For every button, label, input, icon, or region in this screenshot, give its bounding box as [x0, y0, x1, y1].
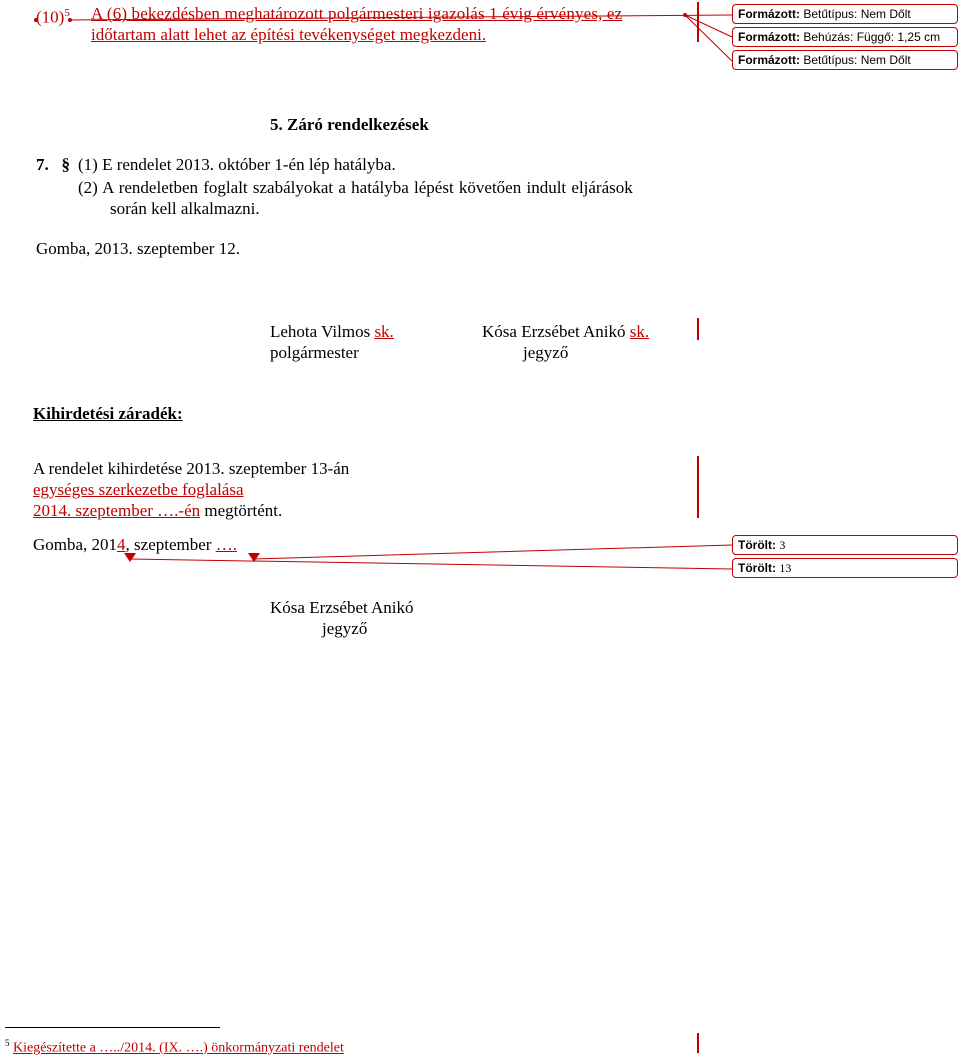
footnote-ref: 5 — [64, 7, 70, 19]
balloon-value: Behúzás: Függő: 1,25 cm — [803, 30, 941, 44]
footnote-number: 5 — [5, 1038, 10, 1048]
date-text: Gomba, 201 — [33, 535, 118, 554]
section-symbol: § — [61, 155, 70, 174]
deletion-balloon[interactable] — [732, 535, 958, 555]
subsection-2-line1: (2) A rendeletben foglalt szabályokat a hatályba lépést követően indult eljárások — [78, 178, 633, 197]
paragraph-10 — [36, 3, 70, 28]
promulgation-notary-title: jegyző — [322, 619, 368, 638]
balloon-label: Törölt: — [738, 538, 776, 552]
balloon-label: Törölt: — [738, 561, 776, 575]
mayor-sk: sk. — [374, 322, 394, 341]
paragraph-10-line1: A (6) bekezdésben meghatározott polgármesteri igazolás 1 évig érvényes, ez — [91, 4, 623, 23]
balloon-label: Formázott: — [738, 7, 800, 21]
promulgation-date-inserted: 2014. szeptember ….-én — [33, 501, 201, 520]
subsection-1: (1) E rendelet 2013. október 1-én lép hatályba. — [78, 155, 396, 174]
promulgation-line2: egységes szerkezetbe foglalása — [33, 480, 244, 499]
date-text-2: , szeptember — [125, 535, 216, 554]
notary-name: Kósa Erzsébet Anikó — [482, 322, 630, 341]
format-balloon[interactable] — [732, 27, 958, 47]
notary-signature — [482, 321, 649, 342]
format-balloon[interactable] — [732, 4, 958, 24]
balloon-label: Formázott: — [738, 30, 800, 44]
paragraph-7-number — [36, 154, 70, 175]
footnote — [5, 1034, 344, 1058]
notary-sk: sk. — [629, 322, 650, 341]
promulgation-line1: A rendelet kihirdetése 2013. szeptember 13-án — [33, 459, 350, 478]
notary-title: jegyző — [523, 343, 569, 362]
balloon-value: Betűtípus: Nem Dőlt — [803, 53, 911, 67]
section-heading: 5. Záró rendelkezések — [270, 115, 429, 134]
promulgation-done: megtörtént. — [200, 501, 283, 520]
deletion-balloon[interactable] — [732, 558, 958, 578]
balloon-value: 3 — [779, 538, 786, 552]
balloon-value: Betűtípus: Nem Dőlt — [803, 7, 911, 21]
balloon-value: 13 — [779, 561, 792, 575]
balloon-label: Formázott: — [738, 53, 800, 67]
place-date: Gomba, 2013. szeptember 12. — [36, 239, 240, 258]
format-balloon[interactable] — [732, 50, 958, 70]
promulgation-place-date — [33, 534, 237, 555]
promulgation-heading: Kihirdetési záradék: — [33, 404, 183, 423]
footnote-text: Kiegészítette a …../2014. (IX. ….) önkormányzati rendelet — [13, 1040, 344, 1056]
section-number: 7. — [36, 155, 49, 174]
paragraph-number: (10) — [36, 7, 65, 27]
footnote-separator — [5, 1027, 220, 1028]
mayor-signature — [270, 321, 394, 342]
promulgation-line3 — [33, 500, 282, 521]
date-inserted: 4 — [117, 535, 126, 554]
mayor-title: polgármester — [270, 343, 359, 362]
paragraph-10-line2: időtartam alatt lehet az építési tevékenységet megkezdeni. — [91, 25, 487, 44]
subsection-2-line2: során kell alkalmazni. — [110, 199, 260, 218]
date-inserted-2: …. — [215, 535, 237, 554]
mayor-name: Lehota Vilmos — [270, 322, 375, 341]
promulgation-notary-name: Kósa Erzsébet Anikó — [270, 598, 414, 617]
